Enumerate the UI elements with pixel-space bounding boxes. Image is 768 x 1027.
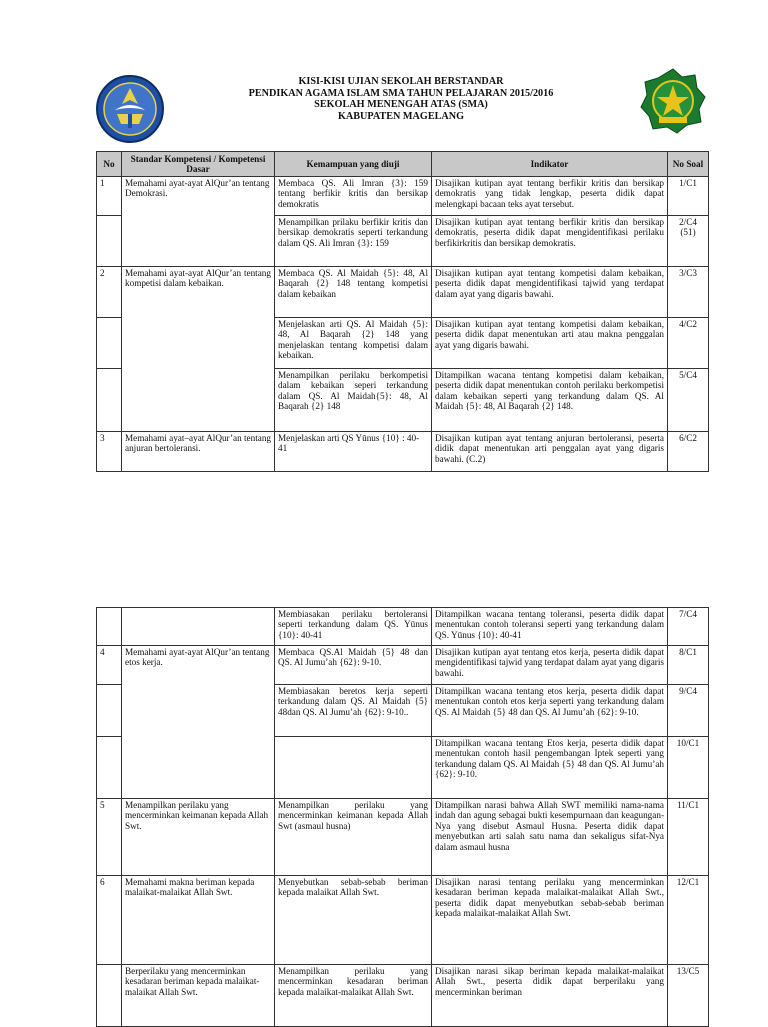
table-row: [97, 432, 709, 472]
document-header: [95, 62, 707, 142]
kisi-kisi-table-part-2: [96, 607, 709, 1027]
row-no: 6: [97, 876, 122, 965]
tut-wuri-handayani-icon: [95, 74, 165, 144]
header-indikator: Indikator: [432, 152, 668, 177]
header-standar-kompetensi: Standar Kompetensi / Kompetensi Dasar: [122, 152, 275, 177]
title-line-4: KABUPATEN MAGELANG: [337, 110, 465, 122]
row-no: [97, 737, 122, 799]
row-no: 4: [97, 646, 122, 685]
row-kemampuan: Menampilkan perilaku yang mencerminkan kesadaran beriman kepada malaikat-malaikat Allah Swt.: [275, 965, 432, 1027]
row-indikator: Disajikan kutipan ayat tentang kompetisi dalam kebaikan, peserta didik dapat mengidentifikasi tajwid yang terdapat dalam ayat yang digaris bawahi.: [432, 267, 668, 318]
row-kemampuan: Menjelaskan arti QS. Al Maidah {5}: 48, Al Baqarah {2} 148 yang menjelaskan tentang kompetisi dalam kebaikan.: [275, 318, 432, 369]
kisi-kisi-table-part-1: [96, 151, 709, 472]
header-kemampuan: Kemampuan yang diuji: [275, 152, 432, 177]
row-sk: Berperilaku yang mencerminkan kesadaran beriman kepada malaikat-malaikat Allah Swt.: [122, 965, 275, 1027]
row-soal: 12/C1: [668, 876, 709, 965]
row-indikator: Ditampilkan wacana tentang Etos kerja, peserta didik dapat menentukan contoh hasil pengembangan Iptek seperti yang terkandung dalam QS. Al Maidah {5} 48 dan QS. Al Jumu’ah {62}: 9-10.: [432, 737, 668, 799]
row-soal: 7/C4: [668, 608, 709, 646]
row-indikator: Ditampilkan wacana tentang etos kerja, peserta didik dapat menentukan contoh etos kerja seperti yang terkandung dalam QS. Al Maidah {5} 48 dan QS. Al Jumu’ah {62}: 9-10.: [432, 685, 668, 737]
row-soal: 10/C1: [668, 737, 709, 799]
table-row: [97, 799, 709, 876]
header-no-soal: No Soal: [668, 152, 709, 177]
row-no: [97, 965, 122, 1027]
row-kemampuan: Menampilkan perilaku yang mencerminkan keimanan kepada Allah Swt (asmaul husna): [275, 799, 432, 876]
row-sk: Memahami ayat-ayat AlQur’an tentang etos kerja.: [122, 646, 275, 799]
row-no: 1: [97, 177, 122, 216]
row-no: 2: [97, 267, 122, 318]
row-indikator: Disajikan narasi sikap beriman kepada malaikat-malaikat Allah Swt., peserta didik dapat berperilaku yang mencerminkan beriman: [432, 965, 668, 1027]
row-sk: Menampilkan perilaku yang mencerminkan keimanan kepada Allah Swt.: [122, 799, 275, 876]
row-no: 5: [97, 799, 122, 876]
header-no: No: [97, 152, 122, 177]
row-kemampuan: Menampilkan perilaku berkompetisi dalam kebaikan seperi terkandung dalam QS. Al Maidah{5}: 48, Al Baqarah {2} 148: [275, 369, 432, 432]
table-row: [97, 876, 709, 965]
row-kemampuan: [275, 737, 432, 799]
row-kemampuan: Membiasakan beretos kerja seperti terkandung dalam QS. Al Maidah {5} 48dan QS. Al Jumu’ah {62}: 9-10..: [275, 685, 432, 737]
document-title: [185, 76, 617, 122]
row-sk: Memahami ayat-ayat AlQur’an tentang Demokrasi.: [122, 177, 275, 267]
kementerian-agama-icon: [639, 67, 707, 135]
row-soal: 8/C1: [668, 646, 709, 685]
table-row: [97, 965, 709, 1027]
row-no: [97, 216, 122, 267]
row-no: 3: [97, 432, 122, 472]
table-row: [97, 646, 709, 685]
row-indikator: Disajikan kutipan ayat tentang anjuran bertoleransi, peserta didik dapat menentukan arti penggalan ayat yang digaris bawahi. (C.2): [432, 432, 668, 472]
row-indikator: Disajikan kutipan ayat tentang etos kerja, peserta didik dapat mengidentifikasi tajwid yang terdapat dalam ayat yang digaris bawahi.: [432, 646, 668, 685]
row-soal: 2/C4 (51): [668, 216, 709, 267]
row-kemampuan: Menjelaskan arti QS Yūnus {10} : 40-41: [275, 432, 432, 472]
row-no: [97, 685, 122, 737]
row-soal: 9/C4: [668, 685, 709, 737]
table-row: [97, 177, 709, 216]
row-indikator: Disajikan kutipan ayat tentang berfikir kritis dan bersikap demokratis yang tidak lengkap, peserta didik dapat melengkapi bacaan teks ayat tersebut.: [432, 177, 668, 216]
row-soal: 5/C4: [668, 369, 709, 432]
row-no: [97, 369, 122, 432]
row-indikator: Ditampilkan wacana tentang kompetisi dalam kebaikan, peserta didik dapat menentukan contoh perilaku berkompetisi dalam kebaikan seperti yang terkandung dalam QS. Al Maidah {5}: 48, Al Baqarah {2} 148.: [432, 369, 668, 432]
row-soal: 4/C2: [668, 318, 709, 369]
row-sk: Memahami ayat-ayat AlQur’an tentang kompetisi dalam kebaikan.: [122, 267, 275, 432]
row-kemampuan: Membaca QS. Al Maidah {5}: 48, Al Baqarah {2} 148 tentang kompetisi dalam kebaikan: [275, 267, 432, 318]
title-line-2: PENDIKAN AGAMA ISLAM SMA TAHUN PELAJARAN 2015/2016: [248, 87, 554, 99]
title-line-3: SEKOLAH MENENGAH ATAS (SMA): [314, 99, 488, 110]
row-no: [97, 318, 122, 369]
row-no: [97, 608, 122, 646]
row-indikator: Disajikan kutipan ayat tentang kompetisi dalam kebaikan, peserta didik dapat menentukan arti atau makna penggalan ayat yang digaris bawahi.: [432, 318, 668, 369]
row-soal: 13/C5: [668, 965, 709, 1027]
row-indikator: Ditampilkan narasi bahwa Allah SWT memiliki nama-nama indah dan agung sebagai bukti kesempurnaan dan keagungan-Nya yang disebut Asmaul Husna. Peserta didik dapat menyebutkan arti salah satu nama dan sekaligus sifat-Nya dalam asmaul husna: [432, 799, 668, 876]
table-row: [97, 267, 709, 318]
row-soal: 11/C1: [668, 799, 709, 876]
row-indikator: Disajikan narasi tentang perilaku yang mencerminkan kesadaran beriman kepada malaikat-malaikat Allah Swt., peserta didik dapat menyebutkan sebab-sebab beriman kepada malaikat-malaikat Allah Swt.: [432, 876, 668, 965]
title-line-1: KISI-KISI UJIAN SEKOLAH BERSTANDAR: [298, 76, 504, 87]
row-kemampuan: Membaca QS. Ali Imran {3}: 159 tentang berfikir kritis dan bersikap demokratis: [275, 177, 432, 216]
row-indikator: Ditampilkan wacana tentang toleransi, peserta didik dapat menentukan contoh toleransi seperti yang terkandung dalam QS. Yūnus {10}: 40-41: [432, 608, 668, 646]
row-sk: Memahami ayat–ayat AlQur’an tentang anjuran bertoleransi.: [122, 432, 275, 472]
row-sk: Memahami makna beriman kepada malaikat-malaikat Allah Swt.: [122, 876, 275, 965]
row-kemampuan: Membaca QS.Al Maidah {5} 48 dan QS. Al Jumu’ah {62}: 9-10.: [275, 646, 432, 685]
row-soal: 1/C1: [668, 177, 709, 216]
row-indikator: Disajikan kutipan ayat tentang berfikir kritis dan bersikap demokratis, peserta didik dapat mengidentifikasi perilaku berfikirkritis dan bersikap demokratis.: [432, 216, 668, 267]
row-kemampuan: Menyebutkan sebab-sebab beriman kepada malaikat Allah Swt.: [275, 876, 432, 965]
table-row: [97, 608, 709, 646]
row-soal: 6/C2: [668, 432, 709, 472]
row-sk: [122, 608, 275, 646]
row-kemampuan: Membiasakan perilaku bertoleransi seperti terkandung dalam QS. Yūnus {10}: 40-41: [275, 608, 432, 646]
row-soal: 3/C3: [668, 267, 709, 318]
row-kemampuan: Menampilkan prilaku berfikir kritis dan bersikap demokratis seperti terkandung dalam QS. Ali Imran {3}: 159: [275, 216, 432, 267]
